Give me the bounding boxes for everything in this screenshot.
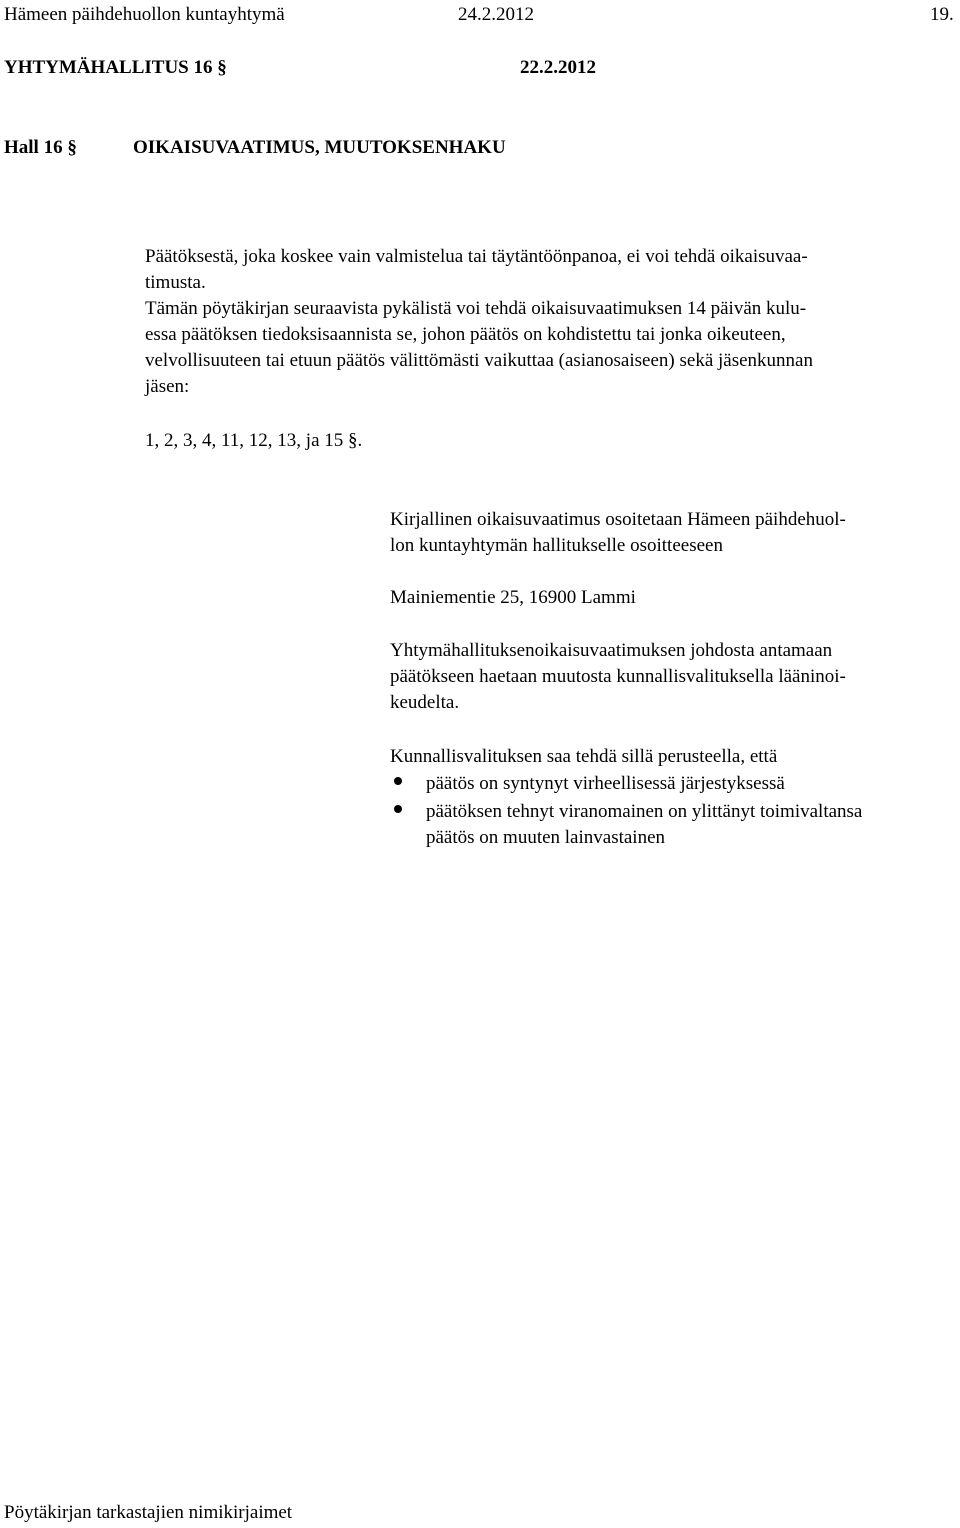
list-item: päätöksen tehnyt viranomainen on ylittänyt toimivaltansa — [426, 801, 863, 822]
paragraph2-line3: velvollisuuteen tai etuun päätös välittömästi vaikuttaa (asianosaiseen) sekä jäsenkunnan — [145, 350, 813, 371]
list-item: päätös on muuten lainvastainen — [426, 827, 666, 848]
header-date: 24.2.2012 — [458, 4, 534, 25]
paragraph1-line1: Päätöksestä, joka koskee vain valmistelua tai täytäntöönpanoa, ei voi tehdä oikaisuvaa- — [145, 246, 808, 267]
paragraph1-line2: timusta. — [145, 272, 206, 293]
section-title: OIKAISUVAATIMUS, MUUTOKSENHAKU — [133, 137, 506, 158]
appeal-grounds-intro: Kunnallisvalituksen saa tehdä sillä perusteella, että — [390, 746, 778, 767]
appeal-text-line3: keudelta. — [390, 692, 460, 713]
meeting-body: YHTYMÄHALLITUS 16 § — [4, 57, 227, 78]
page-number: 19. — [930, 4, 954, 25]
header-organization: Hämeen päihdehuollon kuntayhtymä — [4, 4, 285, 25]
meeting-date: 22.2.2012 — [520, 57, 596, 78]
bullet-icon — [394, 805, 402, 813]
postal-address: Mainiementie 25, 16900 Lammi — [390, 587, 636, 608]
appeal-text-line2: päätökseen haetaan muutosta kunnallisvalituksella lääninoi- — [390, 666, 846, 687]
sections-list: 1, 2, 3, 4, 11, 12, 13, ja 15 §. — [145, 430, 363, 451]
list-item: päätös on syntynyt virheellisessä järjestyksessä — [426, 773, 785, 794]
appeal-text-line1: Yhtymähallituksenoikaisuvaatimuksen johdosta antamaan — [390, 640, 833, 661]
paragraph2-line2: essa päätöksen tiedoksisaannista se, johon päätös on kohdistettu tai jonka oikeuteen, — [145, 324, 786, 345]
claim-intro-line1: Kirjallinen oikaisuvaatimus osoitetaan Hämeen päihdehuol- — [390, 509, 846, 530]
footer-signatures-label: Pöytäkirjan tarkastajien nimikirjaimet — [4, 1502, 293, 1523]
claim-intro-line2: lon kuntayhtymän hallitukselle osoitteeseen — [390, 535, 723, 556]
paragraph2-line4: jäsen: — [145, 376, 190, 397]
section-label: Hall 16 § — [4, 137, 77, 158]
bullet-icon — [394, 777, 402, 785]
paragraph2-line1: Tämän pöytäkirjan seuraavista pykälistä voi tehdä oikaisuvaatimuksen 14 päivän kulu- — [145, 298, 807, 319]
